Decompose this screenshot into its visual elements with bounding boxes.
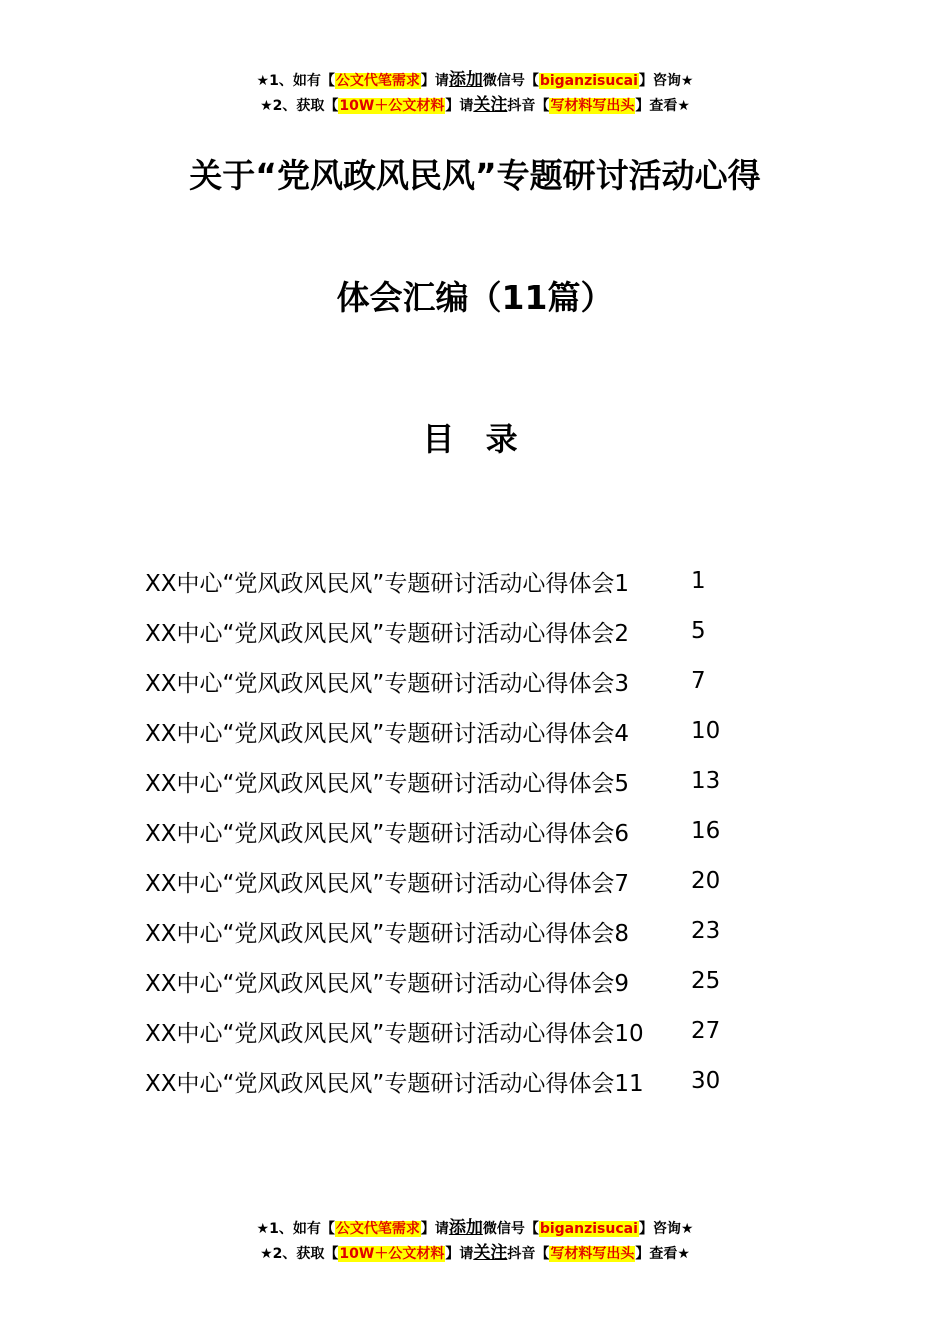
toc-entry[interactable] <box>145 806 845 856</box>
banner-text: 】咨询★ <box>638 1221 694 1237</box>
toc-entry[interactable] <box>145 756 845 806</box>
highlight-text: 10W＋公文材料 <box>339 1246 445 1262</box>
toc-entry-page: 10 <box>691 718 721 744</box>
toc-entry-title: XX中心“党风政风民风”专题研讨活动心得体会4 <box>145 720 629 747</box>
toc-entry-page: 25 <box>691 968 721 994</box>
toc-entry-page: 30 <box>691 1068 721 1094</box>
highlight-text: 公文代笔需求 <box>335 1221 420 1237</box>
toc-entry-title: XX中心“党风政风民风”专题研讨活动心得体会10 <box>145 1020 644 1047</box>
toc-entry-page: 16 <box>691 818 721 844</box>
toc-entry[interactable] <box>145 956 845 1006</box>
header-banner <box>0 68 950 118</box>
toc-entry-title: XX中心“党风政风民风”专题研讨活动心得体会5 <box>145 770 629 797</box>
toc-entry-title: XX中心“党风政风民风”专题研讨活动心得体会2 <box>145 620 629 647</box>
douyin-id: 写材料写出头 <box>550 98 635 114</box>
toc-entry-title: XX中心“党风政风民风”专题研讨活动心得体会8 <box>145 920 629 947</box>
banner-text: 】请 <box>445 1246 474 1262</box>
toc-entry[interactable] <box>145 606 845 656</box>
banner-text: 】请 <box>420 73 449 89</box>
footer-banner <box>0 1216 950 1266</box>
document-title-line-2: 体会汇编（11篇） <box>336 278 614 317</box>
toc-entry[interactable] <box>145 706 845 756</box>
banner-text: 】查看★ <box>635 98 690 114</box>
toc-entry-title: XX中心“党风政风民风”专题研讨活动心得体会3 <box>145 670 629 697</box>
emphasis-text: 添加 <box>448 70 483 90</box>
toc-entry-page: 1 <box>691 568 706 594</box>
toc-entry[interactable] <box>145 656 845 706</box>
banner-text: 微信号【 <box>482 73 539 89</box>
banner-text: ★2、获取【 <box>260 98 339 114</box>
banner-text: 抖音【 <box>507 98 550 114</box>
toc-entry[interactable] <box>145 1006 845 1056</box>
banner-line-2 <box>0 1241 950 1266</box>
highlight-text: 公文代笔需求 <box>335 73 420 89</box>
toc-entry[interactable] <box>145 1056 845 1106</box>
banner-text: 抖音【 <box>507 1246 550 1262</box>
emphasis-text: 关注 <box>473 95 508 115</box>
banner-line-1 <box>0 68 950 93</box>
wechat-id: biganzisucai <box>539 1221 638 1237</box>
banner-text: 】查看★ <box>635 1246 690 1262</box>
toc-entry-page: 7 <box>691 668 706 694</box>
banner-text: ★2、获取【 <box>260 1246 339 1262</box>
toc-entry[interactable] <box>145 856 845 906</box>
toc-entry[interactable] <box>145 556 845 606</box>
toc-entry-title: XX中心“党风政风民风”专题研讨活动心得体会7 <box>145 870 629 897</box>
toc-entry-page: 23 <box>691 918 721 944</box>
banner-text: ★1、如有【 <box>256 73 335 89</box>
toc-entry-title: XX中心“党风政风民风”专题研讨活动心得体会9 <box>145 970 629 997</box>
document-title-line-1: 关于“党风政风民风”专题研讨活动心得 <box>189 156 761 195</box>
banner-text: ★1、如有【 <box>256 1221 335 1237</box>
toc-entry-page: 5 <box>691 618 706 644</box>
toc-entry-title: XX中心“党风政风民风”专题研讨活动心得体会6 <box>145 820 629 847</box>
emphasis-text: 添加 <box>448 1218 483 1238</box>
banner-line-1 <box>0 1216 950 1241</box>
douyin-id: 写材料写出头 <box>550 1246 635 1262</box>
highlight-text: 10W＋公文材料 <box>339 98 445 114</box>
toc-entry-title: XX中心“党风政风民风”专题研讨活动心得体会1 <box>145 570 629 597</box>
banner-text: 】咨询★ <box>638 73 694 89</box>
toc-entry-page: 20 <box>691 868 721 894</box>
emphasis-text: 关注 <box>473 1243 508 1263</box>
toc-entry[interactable] <box>145 906 845 956</box>
toc-entry-title: XX中心“党风政风民风”专题研讨活动心得体会11 <box>145 1070 644 1097</box>
wechat-id: biganzisucai <box>539 73 638 89</box>
toc-heading: 目 录 <box>422 420 528 458</box>
banner-text: 微信号【 <box>482 1221 539 1237</box>
toc-entry-page: 13 <box>691 768 721 794</box>
table-of-contents <box>145 556 845 1106</box>
banner-text: 】请 <box>420 1221 449 1237</box>
banner-text: 】请 <box>445 98 474 114</box>
banner-line-2 <box>0 93 950 118</box>
toc-entry-page: 27 <box>691 1018 721 1044</box>
